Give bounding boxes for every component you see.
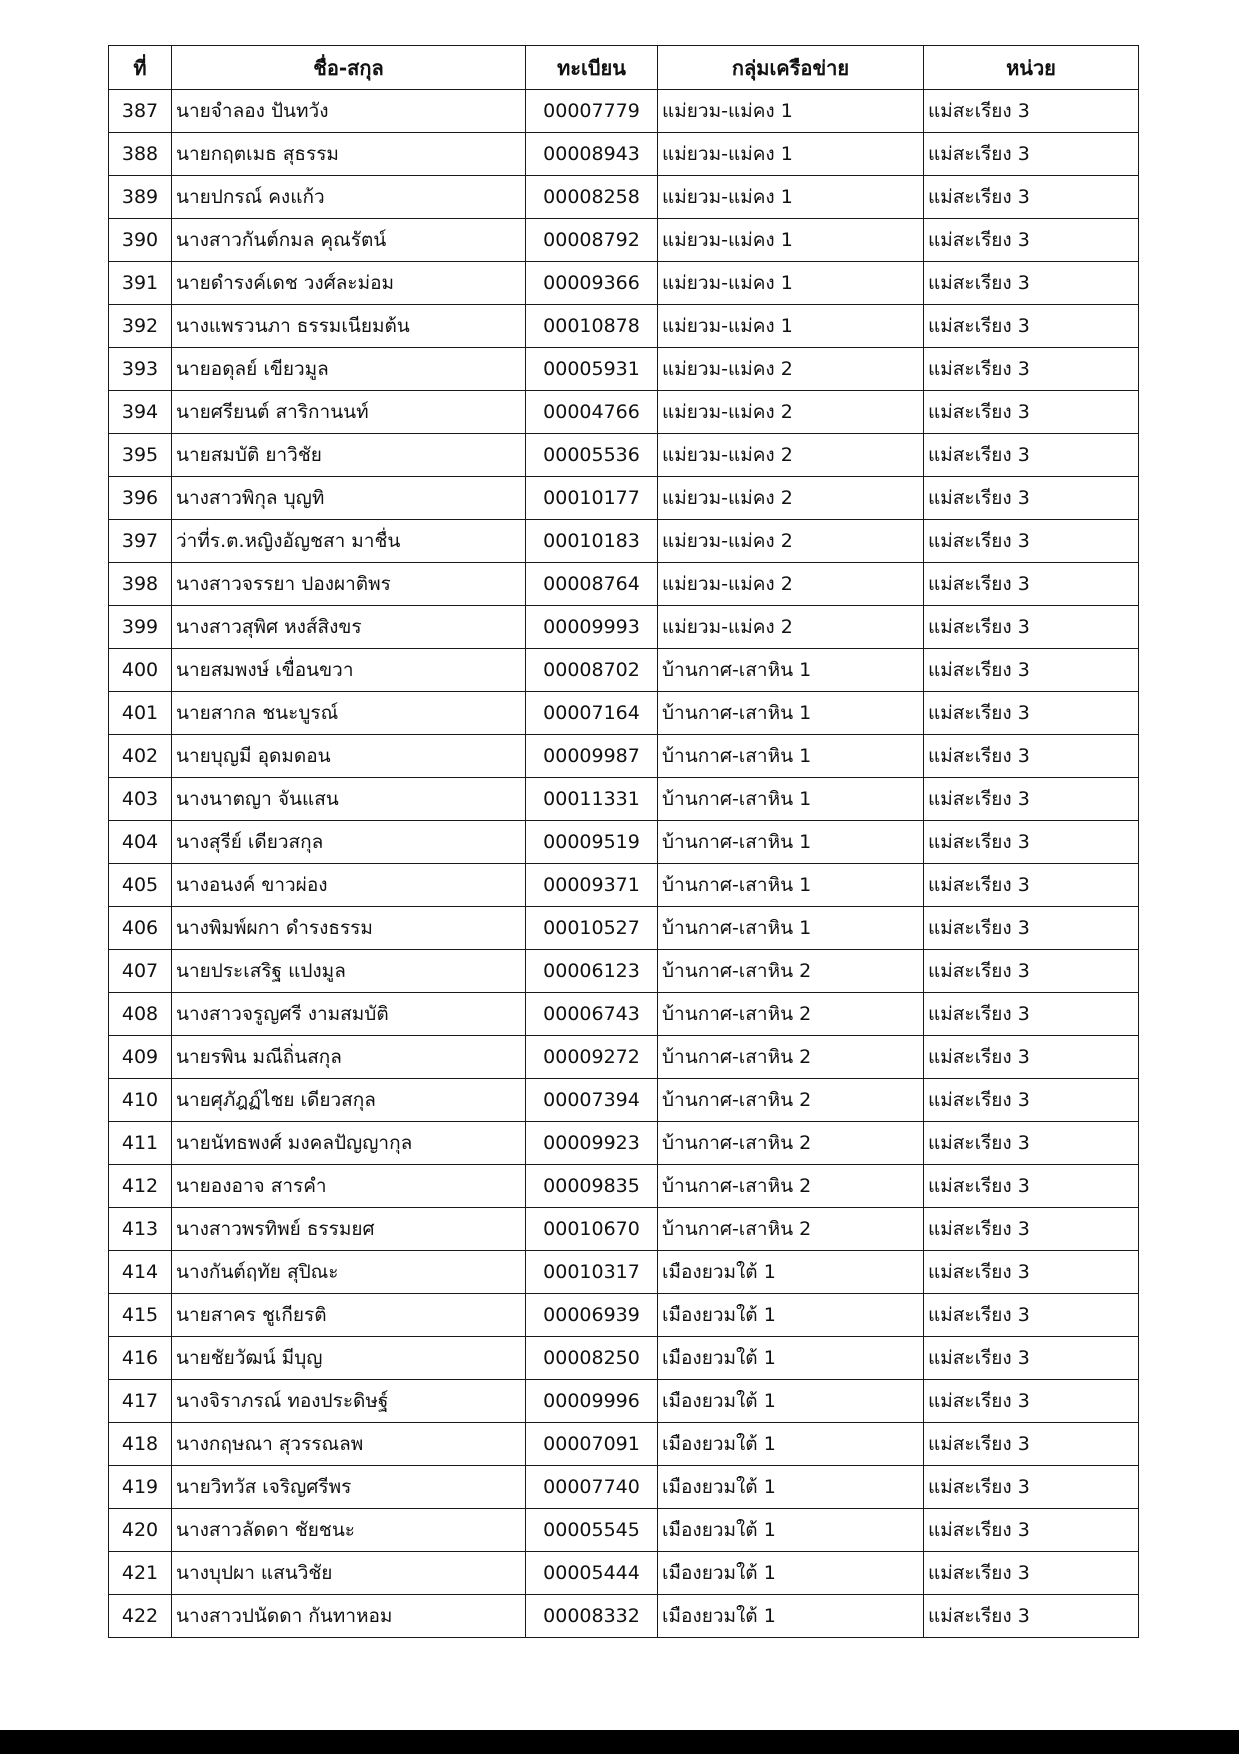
person-name: นายสาคร ชูเกียรติ xyxy=(172,1294,526,1337)
table-header xyxy=(109,46,1139,90)
person-name: นางสาวพรทิพย์ ธรรมยศ xyxy=(172,1208,526,1251)
person-name: นายชัยวัฒน์ มีบุญ xyxy=(172,1337,526,1380)
table-row xyxy=(109,1595,1139,1638)
network-group: แม่ยวม-แม่คง 2 xyxy=(658,348,924,391)
table-row xyxy=(109,1380,1139,1423)
unit: แม่สะเรียง 3 xyxy=(924,305,1139,348)
header-unit: หน่วย xyxy=(924,46,1139,90)
network-group: เมืองยวมใต้ 1 xyxy=(658,1595,924,1638)
person-name: นางบุปผา แสนวิชัย xyxy=(172,1552,526,1595)
table-row xyxy=(109,391,1139,434)
table-row xyxy=(109,692,1139,735)
person-name: นายกฤตเมธ สุธรรม xyxy=(172,133,526,176)
registration-number: 00005931 xyxy=(526,348,658,391)
unit: แม่สะเรียง 3 xyxy=(924,1423,1139,1466)
row-number: 414 xyxy=(109,1251,172,1294)
unit: แม่สะเรียง 3 xyxy=(924,821,1139,864)
table-row xyxy=(109,1294,1139,1337)
person-name: นายสมบัติ ยาวิชัย xyxy=(172,434,526,477)
registration-number: 00009993 xyxy=(526,606,658,649)
table-row xyxy=(109,649,1139,692)
unit: แม่สะเรียง 3 xyxy=(924,1036,1139,1079)
registration-number: 00007164 xyxy=(526,692,658,735)
registration-number: 00010183 xyxy=(526,520,658,563)
registration-number: 00007091 xyxy=(526,1423,658,1466)
unit: แม่สะเรียง 3 xyxy=(924,133,1139,176)
person-name: นางแพรวนภา ธรรมเนียมต้น xyxy=(172,305,526,348)
row-number: 418 xyxy=(109,1423,172,1466)
unit: แม่สะเรียง 3 xyxy=(924,1122,1139,1165)
unit: แม่สะเรียง 3 xyxy=(924,1380,1139,1423)
table-row xyxy=(109,821,1139,864)
row-number: 417 xyxy=(109,1380,172,1423)
person-name: นางกันต์ฤทัย สุปิณะ xyxy=(172,1251,526,1294)
person-name: นางอนงค์ ขาวผ่อง xyxy=(172,864,526,907)
unit: แม่สะเรียง 3 xyxy=(924,1466,1139,1509)
registration-number: 00009987 xyxy=(526,735,658,778)
row-number: 401 xyxy=(109,692,172,735)
person-name: นายประเสริฐ แปงมูล xyxy=(172,950,526,993)
unit: แม่สะเรียง 3 xyxy=(924,1552,1139,1595)
registration-number: 00008792 xyxy=(526,219,658,262)
unit: แม่สะเรียง 3 xyxy=(924,1079,1139,1122)
row-number: 397 xyxy=(109,520,172,563)
row-number: 421 xyxy=(109,1552,172,1595)
person-name: นางนาตญา จันแสน xyxy=(172,778,526,821)
row-number: 419 xyxy=(109,1466,172,1509)
registration-number: 00010878 xyxy=(526,305,658,348)
header-no: ที่ xyxy=(109,46,172,90)
network-group: เมืองยวมใต้ 1 xyxy=(658,1294,924,1337)
network-group: แม่ยวม-แม่คง 2 xyxy=(658,391,924,434)
registration-number: 00006743 xyxy=(526,993,658,1036)
table-row xyxy=(109,1079,1139,1122)
registration-number: 00008764 xyxy=(526,563,658,606)
network-group: แม่ยวม-แม่คง 1 xyxy=(658,262,924,305)
person-name: นายดำรงค์เดช วงศ์ละม่อม xyxy=(172,262,526,305)
network-group: บ้านกาศ-เสาหิน 2 xyxy=(658,950,924,993)
person-name: นางสาวปนัดดา กันทาหอม xyxy=(172,1595,526,1638)
row-number: 396 xyxy=(109,477,172,520)
registration-number: 00009272 xyxy=(526,1036,658,1079)
registration-number: 00008258 xyxy=(526,176,658,219)
row-number: 395 xyxy=(109,434,172,477)
unit: แม่สะเรียง 3 xyxy=(924,692,1139,735)
person-name: นางจิราภรณ์ ทองประดิษฐ์ xyxy=(172,1380,526,1423)
table-row xyxy=(109,1122,1139,1165)
person-name: นางสาวจรูญศรี งามสมบัติ xyxy=(172,993,526,1036)
table-row xyxy=(109,778,1139,821)
row-number: 416 xyxy=(109,1337,172,1380)
table-row xyxy=(109,176,1139,219)
unit: แม่สะเรียง 3 xyxy=(924,176,1139,219)
row-number: 392 xyxy=(109,305,172,348)
network-group: บ้านกาศ-เสาหิน 2 xyxy=(658,1165,924,1208)
network-group: แม่ยวม-แม่คง 2 xyxy=(658,520,924,563)
registration-number: 00009366 xyxy=(526,262,658,305)
table-row xyxy=(109,520,1139,563)
unit: แม่สะเรียง 3 xyxy=(924,1208,1139,1251)
network-group: บ้านกาศ-เสาหิน 1 xyxy=(658,864,924,907)
registration-number: 00009835 xyxy=(526,1165,658,1208)
registration-number: 00009996 xyxy=(526,1380,658,1423)
network-group: บ้านกาศ-เสาหิน 2 xyxy=(658,1208,924,1251)
unit: แม่สะเรียง 3 xyxy=(924,1165,1139,1208)
table-row xyxy=(109,1466,1139,1509)
row-number: 409 xyxy=(109,1036,172,1079)
row-number: 390 xyxy=(109,219,172,262)
network-group: บ้านกาศ-เสาหิน 2 xyxy=(658,1079,924,1122)
header-name: ชื่อ-สกุล xyxy=(172,46,526,90)
unit: แม่สะเรียง 3 xyxy=(924,606,1139,649)
row-number: 398 xyxy=(109,563,172,606)
unit: แม่สะเรียง 3 xyxy=(924,348,1139,391)
network-group: แม่ยวม-แม่คง 2 xyxy=(658,434,924,477)
row-number: 412 xyxy=(109,1165,172,1208)
row-number: 422 xyxy=(109,1595,172,1638)
network-group: บ้านกาศ-เสาหิน 1 xyxy=(658,692,924,735)
table-row xyxy=(109,864,1139,907)
table-row xyxy=(109,563,1139,606)
table-row xyxy=(109,1509,1139,1552)
network-group: เมืองยวมใต้ 1 xyxy=(658,1337,924,1380)
network-group: แม่ยวม-แม่คง 1 xyxy=(658,90,924,133)
registration-number: 00005444 xyxy=(526,1552,658,1595)
row-number: 399 xyxy=(109,606,172,649)
person-name: นายจำลอง ปันทวัง xyxy=(172,90,526,133)
registration-number: 00008332 xyxy=(526,1595,658,1638)
unit: แม่สะเรียง 3 xyxy=(924,993,1139,1036)
unit: แม่สะเรียง 3 xyxy=(924,391,1139,434)
person-name: นางสาวจรรยา ปองผาติพร xyxy=(172,563,526,606)
table-row xyxy=(109,1208,1139,1251)
table-row xyxy=(109,1552,1139,1595)
row-number: 388 xyxy=(109,133,172,176)
table-body xyxy=(109,90,1139,1638)
person-name: นายปกรณ์ คงแก้ว xyxy=(172,176,526,219)
table-row xyxy=(109,1036,1139,1079)
registration-number: 00004766 xyxy=(526,391,658,434)
table-row xyxy=(109,993,1139,1036)
network-group: บ้านกาศ-เสาหิน 1 xyxy=(658,778,924,821)
table-row xyxy=(109,1165,1139,1208)
row-number: 404 xyxy=(109,821,172,864)
row-number: 413 xyxy=(109,1208,172,1251)
person-name: นายนัทธพงศ์ มงคลปัญญากุล xyxy=(172,1122,526,1165)
row-number: 408 xyxy=(109,993,172,1036)
person-name: นางพิมพ์ผกา ดำรงธรรม xyxy=(172,907,526,950)
network-group: เมืองยวมใต้ 1 xyxy=(658,1552,924,1595)
row-number: 391 xyxy=(109,262,172,305)
unit: แม่สะเรียง 3 xyxy=(924,735,1139,778)
network-group: บ้านกาศ-เสาหิน 1 xyxy=(658,735,924,778)
row-number: 394 xyxy=(109,391,172,434)
unit: แม่สะเรียง 3 xyxy=(924,1251,1139,1294)
person-name: นางสุรีย์ เดียวสกุล xyxy=(172,821,526,864)
registration-number: 00007740 xyxy=(526,1466,658,1509)
network-group: บ้านกาศ-เสาหิน 2 xyxy=(658,993,924,1036)
table-row xyxy=(109,1251,1139,1294)
row-number: 400 xyxy=(109,649,172,692)
person-name: นายองอาจ สารคำ xyxy=(172,1165,526,1208)
registration-number: 00008250 xyxy=(526,1337,658,1380)
unit: แม่สะเรียง 3 xyxy=(924,907,1139,950)
network-group: แม่ยวม-แม่คง 1 xyxy=(658,305,924,348)
table-row xyxy=(109,305,1139,348)
table-row xyxy=(109,133,1139,176)
registration-number: 00010527 xyxy=(526,907,658,950)
registration-number: 00007779 xyxy=(526,90,658,133)
person-name: ว่าที่ร.ต.หญิงอัญชสา มาชื่น xyxy=(172,520,526,563)
row-number: 402 xyxy=(109,735,172,778)
registration-number: 00006939 xyxy=(526,1294,658,1337)
unit: แม่สะเรียง 3 xyxy=(924,90,1139,133)
person-name: นางกฤษณา สุวรรณลพ xyxy=(172,1423,526,1466)
table-row xyxy=(109,348,1139,391)
unit: แม่สะเรียง 3 xyxy=(924,1595,1139,1638)
row-number: 415 xyxy=(109,1294,172,1337)
person-name: นายบุญมี อุดมดอน xyxy=(172,735,526,778)
unit: แม่สะเรียง 3 xyxy=(924,778,1139,821)
person-name: นายศรียนต์ สาริกานนท์ xyxy=(172,391,526,434)
table-row xyxy=(109,262,1139,305)
unit: แม่สะเรียง 3 xyxy=(924,950,1139,993)
network-group: เมืองยวมใต้ 1 xyxy=(658,1509,924,1552)
table-row xyxy=(109,1337,1139,1380)
person-name: นายสากล ชนะบูรณ์ xyxy=(172,692,526,735)
network-group: แม่ยวม-แม่คง 1 xyxy=(658,133,924,176)
table-row xyxy=(109,950,1139,993)
row-number: 420 xyxy=(109,1509,172,1552)
table-row xyxy=(109,219,1139,262)
unit: แม่สะเรียง 3 xyxy=(924,1337,1139,1380)
registration-number: 00008702 xyxy=(526,649,658,692)
unit: แม่สะเรียง 3 xyxy=(924,477,1139,520)
row-number: 389 xyxy=(109,176,172,219)
row-number: 410 xyxy=(109,1079,172,1122)
unit: แม่สะเรียง 3 xyxy=(924,219,1139,262)
row-number: 406 xyxy=(109,907,172,950)
network-group: บ้านกาศ-เสาหิน 1 xyxy=(658,821,924,864)
person-name: นางสาวพิกุล บุญทิ xyxy=(172,477,526,520)
page-bottom-band xyxy=(0,1730,1239,1754)
network-group: บ้านกาศ-เสาหิน 2 xyxy=(658,1122,924,1165)
network-group: แม่ยวม-แม่คง 2 xyxy=(658,563,924,606)
person-name: นางสาวลัดดา ชัยชนะ xyxy=(172,1509,526,1552)
row-number: 405 xyxy=(109,864,172,907)
row-number: 407 xyxy=(109,950,172,993)
registration-number: 00009371 xyxy=(526,864,658,907)
registration-number: 00005545 xyxy=(526,1509,658,1552)
table-row xyxy=(109,90,1139,133)
network-group: แม่ยวม-แม่คง 1 xyxy=(658,176,924,219)
registration-number: 00010670 xyxy=(526,1208,658,1251)
person-name: นายสมพงษ์ เขื่อนขวา xyxy=(172,649,526,692)
row-number: 387 xyxy=(109,90,172,133)
network-group: เมืองยวมใต้ 1 xyxy=(658,1380,924,1423)
header-registration: ทะเบียน xyxy=(526,46,658,90)
person-name: นายวิทวัส เจริญศรีพร xyxy=(172,1466,526,1509)
person-name: นางสาวสุพิศ หงส์สิงขร xyxy=(172,606,526,649)
registration-number: 00007394 xyxy=(526,1079,658,1122)
unit: แม่สะเรียง 3 xyxy=(924,649,1139,692)
network-group: แม่ยวม-แม่คง 2 xyxy=(658,477,924,520)
header-network-group: กลุ่มเครือข่าย xyxy=(658,46,924,90)
network-group: แม่ยวม-แม่คง 2 xyxy=(658,606,924,649)
registration-number: 00005536 xyxy=(526,434,658,477)
registration-number: 00010317 xyxy=(526,1251,658,1294)
person-name: นายรพิน มณีถิ่นสกุล xyxy=(172,1036,526,1079)
registration-number: 00006123 xyxy=(526,950,658,993)
table-row xyxy=(109,606,1139,649)
registration-number: 00010177 xyxy=(526,477,658,520)
person-name: นายศุภัฎฏ์ไชย เดียวสกุล xyxy=(172,1079,526,1122)
roster-table xyxy=(108,45,1139,1638)
unit: แม่สะเรียง 3 xyxy=(924,1294,1139,1337)
network-group: เมืองยวมใต้ 1 xyxy=(658,1423,924,1466)
table-row xyxy=(109,477,1139,520)
network-group: บ้านกาศ-เสาหิน 1 xyxy=(658,649,924,692)
row-number: 403 xyxy=(109,778,172,821)
unit: แม่สะเรียง 3 xyxy=(924,434,1139,477)
unit: แม่สะเรียง 3 xyxy=(924,1509,1139,1552)
table-row xyxy=(109,907,1139,950)
table-row xyxy=(109,1423,1139,1466)
row-number: 411 xyxy=(109,1122,172,1165)
unit: แม่สะเรียง 3 xyxy=(924,563,1139,606)
registration-number: 00008943 xyxy=(526,133,658,176)
table-row xyxy=(109,735,1139,778)
person-name: นางสาวกันต์กมล คุณรัตน์ xyxy=(172,219,526,262)
network-group: บ้านกาศ-เสาหิน 1 xyxy=(658,907,924,950)
registration-number: 00011331 xyxy=(526,778,658,821)
header-row xyxy=(109,46,1139,90)
network-group: แม่ยวม-แม่คง 1 xyxy=(658,219,924,262)
row-number: 393 xyxy=(109,348,172,391)
network-group: เมืองยวมใต้ 1 xyxy=(658,1466,924,1509)
unit: แม่สะเรียง 3 xyxy=(924,520,1139,563)
network-group: บ้านกาศ-เสาหิน 2 xyxy=(658,1036,924,1079)
unit: แม่สะเรียง 3 xyxy=(924,262,1139,305)
unit: แม่สะเรียง 3 xyxy=(924,864,1139,907)
registration-number: 00009519 xyxy=(526,821,658,864)
network-group: เมืองยวมใต้ 1 xyxy=(658,1251,924,1294)
person-name: นายอดุลย์ เขียวมูล xyxy=(172,348,526,391)
registration-number: 00009923 xyxy=(526,1122,658,1165)
table-row xyxy=(109,434,1139,477)
